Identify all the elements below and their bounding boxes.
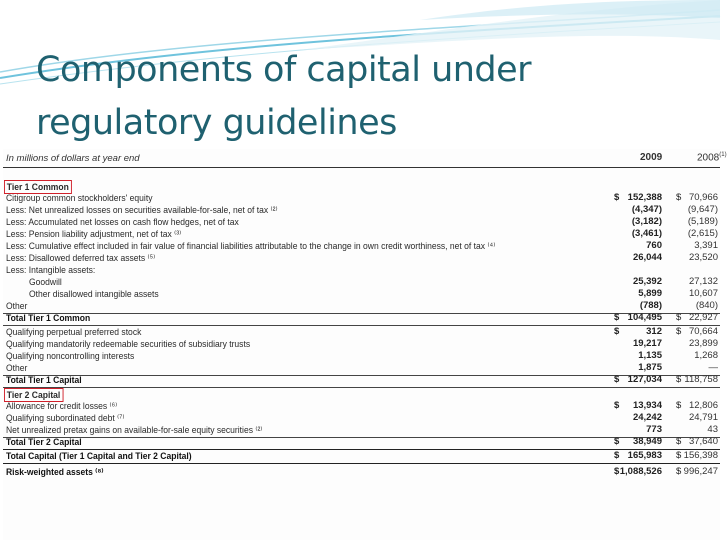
value-2008: 23,899 (688, 338, 718, 349)
value-2009: 165,983 (627, 450, 662, 461)
row-label: Tier 1 Common (4, 180, 72, 194)
currency-symbol-2008: $ (676, 312, 682, 323)
table-row (3, 252, 720, 264)
value-2008: 22,927 (688, 312, 718, 323)
row-label: Goodwill (29, 277, 62, 287)
year-2008-header (697, 152, 727, 163)
currency-symbol-2009: $ (614, 400, 620, 411)
currency-symbol-2008: $ (676, 326, 682, 337)
row-label: Total Tier 1 Common (6, 313, 91, 323)
row-label: Less: Net unrealized losses on securities available-for-sale, net of tax ⁽²⁾ (6, 205, 278, 215)
currency-symbol-2008: $ (676, 466, 682, 477)
row-label: Tier 2 Capital (4, 388, 63, 402)
row-label: Less: Pension liability adjustment, net of tax ⁽³⁾ (6, 229, 182, 239)
table-row (3, 362, 720, 374)
table-row (3, 276, 720, 288)
row-label: Qualifying noncontrolling interests (6, 351, 135, 361)
year-2008-label: 2008 (697, 152, 720, 164)
value-2009: 152,388 (627, 192, 662, 203)
value-2008: 1,268 (694, 350, 718, 361)
row-label: Less: Disallowed deferred tax assets ⁽⁵⁾ (6, 253, 156, 263)
row-label: Qualifying mandatorily redeemable securities of subsidiary trusts (6, 339, 251, 349)
table-row (3, 350, 720, 362)
value-2009: 26,044 (632, 252, 662, 263)
currency-symbol-2009: $ (614, 312, 620, 323)
currency-symbol-2008: $ (676, 400, 682, 411)
table-row (3, 288, 720, 300)
table-row (3, 436, 720, 448)
value-2008: 3,391 (694, 240, 718, 251)
currency-symbol-2008: $ (676, 436, 682, 447)
currency-symbol-2009: $ (614, 436, 620, 447)
value-2008: 12,806 (688, 400, 718, 411)
value-2009: (788) (639, 300, 662, 311)
value-2009: 1,088,526 (619, 466, 662, 477)
value-2008: 23,520 (688, 252, 718, 263)
table-row (3, 240, 720, 252)
value-2008: (840) (695, 300, 718, 311)
table-row (3, 326, 720, 338)
table-row (3, 338, 720, 350)
row-label: Net unrealized pretax gains on available-for-sale equity securities ⁽²⁾ (6, 425, 263, 435)
table-row (3, 180, 720, 192)
value-2008: 156,398 (683, 450, 718, 461)
value-2008: 996,247 (683, 466, 718, 477)
units-label: In millions of dollars at year end (6, 153, 140, 164)
row-label: Allowance for credit losses ⁽⁶⁾ (6, 401, 118, 411)
value-2009: 5,899 (638, 288, 662, 299)
value-2009: (3,461) (631, 228, 662, 239)
slide-title (36, 44, 636, 150)
value-2008: (9,647) (687, 204, 718, 215)
value-2009: 312 (646, 326, 662, 337)
value-2008: 70,966 (688, 192, 718, 203)
currency-symbol-2009: $ (614, 466, 620, 477)
row-label: Less: Accumulated net losses on cash flow hedges, net of tax (6, 217, 239, 227)
currency-symbol-2009: $ (614, 374, 620, 385)
value-2008: (2,615) (687, 228, 718, 239)
row-label: Risk-weighted assets ⁽⁸⁾ (6, 467, 104, 477)
table-row (3, 412, 720, 424)
row-label: Less: Intangible assets: (6, 265, 96, 275)
year-2008-footnote: (1) (719, 152, 727, 158)
row-divider (3, 463, 720, 464)
table-row (3, 374, 720, 386)
table-row (3, 216, 720, 228)
table-row (3, 466, 720, 478)
value-2009: (4,347) (631, 204, 662, 215)
row-label: Total Tier 1 Capital (6, 375, 82, 385)
value-2009: 127,034 (627, 374, 662, 385)
currency-symbol-2009: $ (614, 326, 620, 337)
currency-symbol-2009: $ (614, 450, 620, 461)
value-2009: 25,392 (632, 276, 662, 287)
table-header (3, 149, 727, 168)
table-row (3, 228, 720, 240)
value-2008: — (708, 362, 718, 373)
row-label: Qualifying subordinated debt ⁽⁷⁾ (6, 413, 125, 423)
table-row (3, 204, 720, 216)
value-2008: 24,791 (688, 412, 718, 423)
row-label: Less: Cumulative effect included in fair value of financial liabilities attributable to the change in own credit worthiness, net of tax ⁽⁴⁾ (6, 241, 496, 251)
table-row (3, 192, 720, 204)
value-2009: 1,135 (638, 350, 662, 361)
capital-components-table (3, 149, 727, 540)
row-label: Qualifying perpetual preferred stock (6, 327, 142, 337)
value-2009: 104,495 (627, 312, 662, 323)
year-2009-header: 2009 (640, 152, 663, 163)
value-2009: 13,934 (632, 400, 662, 411)
slide-title-line-2: regulatory guidelines (36, 103, 397, 143)
row-label: Total Capital (Tier 1 Capital and Tier 2 Capital) (6, 451, 192, 461)
table-row (3, 312, 720, 324)
value-2008: 70,664 (688, 326, 718, 337)
value-2009: 19,217 (632, 338, 662, 349)
table-row (3, 400, 720, 412)
row-label: Other (6, 363, 28, 373)
value-2009: 760 (646, 240, 662, 251)
value-2009: 24,242 (632, 412, 662, 423)
currency-symbol-2008: $ (676, 450, 682, 461)
table-row (3, 300, 720, 312)
table-row (3, 264, 720, 276)
table-row (3, 424, 720, 436)
currency-symbol-2008: $ (676, 192, 682, 203)
value-2009: 773 (646, 424, 662, 435)
value-2008: 37,640 (688, 436, 718, 447)
value-2008: 10,607 (688, 288, 718, 299)
table-row (3, 388, 720, 400)
table-row (3, 450, 720, 462)
currency-symbol-2008: $ (676, 374, 682, 385)
value-2009: 38,949 (632, 436, 662, 447)
value-2008: 43 (707, 424, 718, 435)
row-label: Other (6, 301, 28, 311)
value-2009: 1,875 (638, 362, 662, 373)
value-2008: 118,758 (684, 374, 718, 385)
row-label: Total Tier 2 Capital (6, 437, 82, 447)
value-2008: 27,132 (688, 276, 718, 287)
value-2008: (5,189) (687, 216, 718, 227)
slide-title-line-1: Components of capital under (36, 50, 532, 90)
value-2009: (3,182) (631, 216, 662, 227)
row-label: Citigroup common stockholders' equity (6, 193, 153, 203)
row-label: Other disallowed intangible assets (29, 289, 159, 299)
currency-symbol-2009: $ (614, 192, 620, 203)
